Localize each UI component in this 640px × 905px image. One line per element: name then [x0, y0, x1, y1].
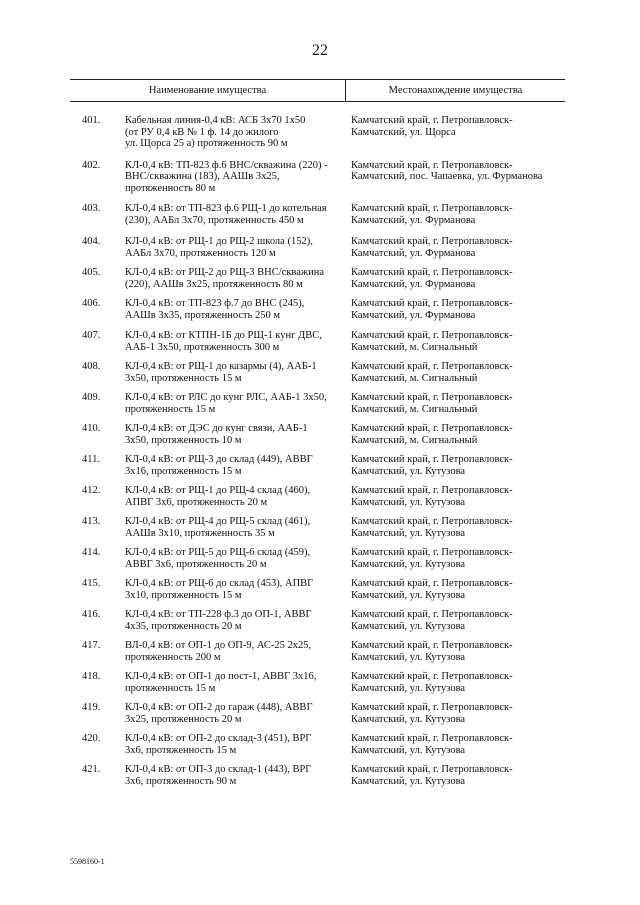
table-row — [70, 485, 565, 508]
property-table — [70, 79, 565, 795]
row-number: 414. — [82, 547, 101, 558]
property-location: Камчатский край, г. Петропавловск- Камчатский, м. Сигнальный — [351, 392, 513, 415]
property-name: КЛ-0,4 кВ: от ОП-2 до склад-3 (451), ВРГ 3х6, протяженность 15 м — [125, 733, 312, 756]
row-number: 410. — [82, 423, 101, 434]
property-location: Камчатский край, г. Петропавловск- Камчатский, ул. Кутузова — [351, 733, 513, 756]
table-body — [70, 115, 565, 787]
table-row — [70, 547, 565, 570]
row-number: 402. — [82, 159, 101, 171]
property-name: Кабельная линия-0,4 кВ: АСБ 3х70 1х50 (от РУ 0,4 кВ № 1 ф. 14 до жилого ул. Щорса 25 а) протяженность 90 м — [125, 115, 306, 149]
header-location-column: Местонахождение имущества — [388, 85, 523, 96]
property-location: Камчатский край, г. Петропавловск- Камчатский, м. Сигнальный — [351, 330, 513, 353]
property-location: Камчатский край, г. Петропавловск- Камчатский, ул. Кутузова — [351, 702, 513, 725]
property-name: КЛ-0,4 кВ: от РЩ-2 до РЩ-3 ВНС/скважина (220), ААШв 3х25, протяженность 80 м — [125, 267, 325, 290]
table-row — [70, 640, 565, 663]
row-number: 403. — [82, 203, 101, 214]
table-row — [70, 702, 565, 725]
table-row — [70, 578, 565, 601]
property-location: Камчатский край, г. Петропавловск- Камчатский, ул. Фурманова — [351, 267, 513, 290]
property-location: Камчатский край, г. Петропавловск- Камчатский, ул. Щорса — [351, 115, 513, 138]
table-row — [70, 764, 565, 787]
row-number: 419. — [82, 702, 101, 713]
property-location: Камчатский край, г. Петропавловск- Камчатский, ул. Кутузова — [351, 764, 513, 787]
property-location: Камчатский край, г. Петропавловск- Камчатский, м. Сигнальный — [351, 423, 513, 446]
table-row — [70, 115, 565, 150]
property-name: КЛ-0,4 кВ: от РЩ-1 до казармы (4), ААБ-1 3х50, протяженность 15 м — [125, 361, 317, 384]
property-location: Камчатский край, г. Петропавловск- Камчатский, ул. Кутузова — [351, 454, 513, 477]
page-number: 22 — [312, 42, 328, 59]
table-row — [70, 361, 565, 384]
table-row — [70, 203, 565, 226]
table-row — [70, 733, 565, 756]
table-row — [70, 330, 565, 353]
property-location: Камчатский край, г. Петропавловск- Камчатский, пос. Чапаевка, ул. Фурманова — [351, 159, 543, 182]
property-name: КЛ-0,4 кВ: от РЩ-6 до склад (453), АПВГ 3х10, протяженность 15 м — [125, 578, 314, 601]
table-row — [70, 298, 565, 321]
property-name: КЛ-0,4 кВ: от РЩ-3 до склад (449), АВВГ 3х16, протяженность 15 м — [125, 454, 313, 477]
property-location: Камчатский край, г. Петропавловск- Камчатский, ул. Кутузова — [351, 640, 513, 663]
table-row — [70, 423, 565, 446]
row-number: 415. — [82, 578, 101, 589]
table-row — [70, 392, 565, 415]
property-name: ВЛ-0,4 кВ: от ОП-1 до ОП-9, АС-25 2х25, протяженность 200 м — [125, 640, 312, 663]
property-name: КЛ-0,4 кВ: от ТП-228 ф.3 до ОП-1, АВВГ 4х35, протяженность 20 м — [125, 609, 312, 632]
property-name: КЛ-0,4 кВ: от РЩ-5 до РЩ-6 склад (459), АВВГ 3х6, протяженность 20 м — [125, 547, 311, 570]
property-location: Камчатский край, г. Петропавловск- Камчатский, м. Сигнальный — [351, 361, 513, 384]
row-number: 420. — [82, 733, 101, 744]
property-location: Камчатский край, г. Петропавловск- Камчатский, ул. Кутузова — [351, 609, 513, 632]
table-header — [70, 79, 565, 102]
row-number: 407. — [82, 330, 101, 341]
property-name: КЛ-0,4 кВ: от ОП-3 до склад-1 (443), ВРГ 3х6, протяженность 90 м — [125, 764, 312, 787]
property-location: Камчатский край, г. Петропавловск- Камчатский, ул. Кутузова — [351, 578, 513, 601]
table-row — [70, 609, 565, 632]
property-name: КЛ-0,4 кВ: от ОП-2 до гараж (448), АВВГ 3х25, протяженность 20 м — [125, 702, 313, 725]
property-name: КЛ-0,4 кВ: ТП-823 ф.6 ВНС/скважина (220) - ВНС/скважина (183), ААШв 3х25, протяженность 80 м — [125, 159, 328, 194]
row-number: 404. — [82, 236, 101, 247]
property-name: КЛ-0,4 кВ: от РЩ-1 до РЩ-2 школа (152), ААБл 3х70, протяженность 120 м — [125, 236, 313, 259]
property-location: Камчатский край, г. Петропавловск- Камчатский, ул. Фурманова — [351, 203, 513, 226]
row-number: 408. — [82, 361, 101, 372]
property-location: Камчатский край, г. Петропавловск- Камчатский, ул. Кутузова — [351, 516, 513, 539]
row-number: 412. — [82, 485, 101, 496]
row-number: 413. — [82, 516, 101, 527]
row-number: 417. — [82, 640, 101, 651]
property-location: Камчатский край, г. Петропавловск- Камчатский, ул. Кутузова — [351, 547, 513, 570]
row-number: 405. — [82, 267, 101, 278]
table-row — [70, 454, 565, 477]
row-number: 406. — [82, 298, 101, 309]
table-row — [70, 516, 565, 539]
property-name: КЛ-0,4 кВ: от ТП-823 ф.7 до ВНС (245), ААШв 3х35, протяженность 250 м — [125, 298, 305, 321]
property-location: Камчатский край, г. Петропавловск- Камчатский, ул. Кутузова — [351, 671, 513, 694]
row-number: 416. — [82, 609, 101, 620]
property-location: Камчатский край, г. Петропавловск- Камчатский, ул. Фурманова — [351, 298, 513, 321]
table-row — [70, 671, 565, 694]
property-name: КЛ-0,4 кВ: от КТПН-1Б до РЩ-1 кунг ДВС, ААБ-1 3х50, протяженность 300 м — [125, 330, 322, 353]
header-name-column: Наименование имущества — [70, 80, 346, 101]
document-code: 5598160-1 — [70, 857, 105, 866]
table-row — [70, 160, 565, 195]
row-number: 409. — [82, 392, 101, 403]
row-number: 418. — [82, 671, 101, 682]
row-number: 411. — [82, 454, 100, 465]
table-row — [70, 236, 565, 259]
property-location: Камчатский край, г. Петропавловск- Камчатский, ул. Кутузова — [351, 485, 513, 508]
property-name: КЛ-0,4 кВ: от РЛС до кунг РЛС, ААБ-1 3х50, протяженность 15 м — [125, 392, 327, 415]
property-location: Камчатский край, г. Петропавловск- Камчатский, ул. Фурманова — [351, 236, 513, 259]
property-name: КЛ-0,4 кВ: от РЩ-4 до РЩ-5 склад (461), ААШв 3х10, протяженность 35 м — [125, 516, 311, 539]
row-number: 421. — [82, 764, 101, 775]
property-name: КЛ-0,4 кВ: от РЩ-1 до РЩ-4 склад (460), АПВГ 3х6, протяженность 20 м — [125, 485, 311, 508]
table-row — [70, 267, 565, 290]
property-name: КЛ-0,4 кВ: от ОП-1 до пост-1, АВВГ 3х16, протяженность 15 м — [125, 671, 317, 694]
property-name: КЛ-0,4 кВ: от ТП-823 ф.6 РЩ-1 до котельная (230), ААБл 3х70, протяженность 450 м — [125, 203, 327, 226]
row-number: 401. — [82, 115, 101, 126]
property-name: КЛ-0,4 кВ: от ДЭС до кунг связи, ААБ-1 3х50, протяженность 10 м — [125, 423, 308, 446]
